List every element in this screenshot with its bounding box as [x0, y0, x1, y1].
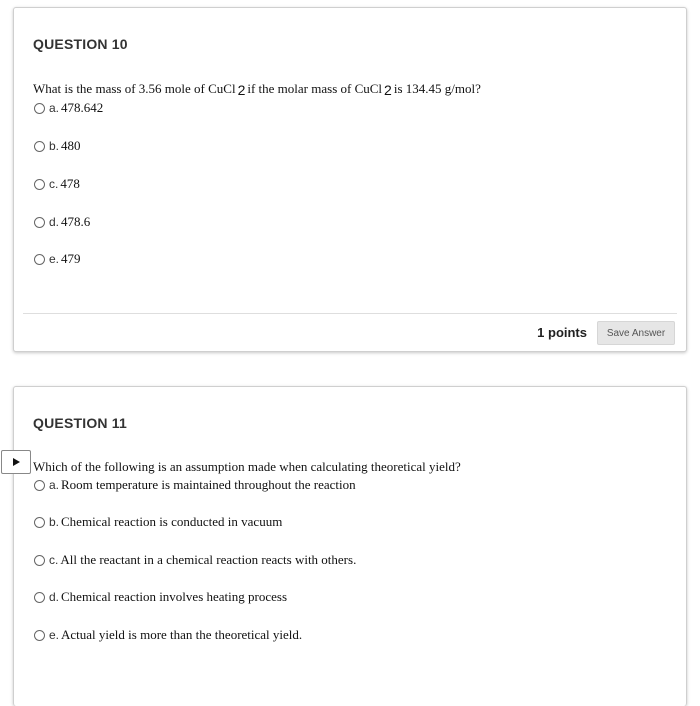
- play-button[interactable]: [1, 450, 31, 474]
- question-10-text: [33, 80, 481, 97]
- option-letter: b.: [49, 515, 60, 529]
- q10-option-e[interactable]: [34, 251, 81, 267]
- option-text: 478.642: [61, 100, 104, 115]
- option-letter: c.: [49, 177, 59, 191]
- radio-button-icon[interactable]: [34, 103, 45, 114]
- radio-button-icon[interactable]: [34, 141, 45, 152]
- q11-option-e[interactable]: [34, 627, 302, 643]
- option-text: 480: [61, 138, 81, 153]
- question-10-card: [13, 7, 687, 352]
- option-letter: a.: [49, 101, 60, 115]
- option-text: 478: [60, 176, 80, 191]
- option-text: 478.6: [61, 214, 91, 229]
- option-text: All the reactant in a chemical reaction reacts with others.: [60, 552, 357, 567]
- q11-option-b[interactable]: [34, 514, 282, 530]
- option-text: Room temperature is maintained throughout the reaction: [61, 477, 356, 492]
- option-letter: e.: [49, 628, 60, 642]
- question-11-card: [13, 386, 687, 706]
- option-letter: d.: [49, 590, 60, 604]
- q11-option-a[interactable]: [34, 477, 356, 493]
- option-letter: a.: [49, 478, 60, 492]
- option-letter: b.: [49, 139, 60, 153]
- q10-option-b[interactable]: [34, 138, 81, 154]
- question-10-subscript-2: 2: [384, 82, 392, 98]
- question-10-text-part-b: if the molar mass of CuCl: [247, 81, 383, 96]
- radio-button-icon[interactable]: [34, 179, 45, 190]
- option-text: Actual yield is more than the theoretical yield.: [61, 627, 303, 642]
- radio-button-icon[interactable]: [34, 480, 45, 491]
- question-10-subscript-1: 2: [237, 82, 246, 98]
- option-letter: c.: [49, 553, 59, 567]
- option-text: Chemical reaction is conducted in vacuum: [61, 514, 283, 529]
- radio-button-icon[interactable]: [34, 592, 45, 603]
- radio-button-icon[interactable]: [34, 217, 45, 228]
- option-letter: d.: [49, 215, 60, 229]
- question-10-text-part-a: What is the mass of 3.56 mole of CuCl: [33, 81, 236, 96]
- radio-button-icon[interactable]: [34, 555, 45, 566]
- q10-option-c[interactable]: [34, 176, 80, 192]
- points-label: 1 points: [537, 325, 587, 340]
- question-10-title: QUESTION 10: [33, 36, 128, 52]
- card-divider: [23, 313, 677, 314]
- play-icon: [13, 458, 20, 466]
- save-answer-button[interactable]: Save Answer: [597, 321, 675, 345]
- radio-button-icon[interactable]: [34, 630, 45, 641]
- question-10-text-part-c: is 134.45 g/mol?: [393, 81, 481, 96]
- q10-option-a[interactable]: [34, 100, 103, 116]
- q11-option-c[interactable]: [34, 552, 356, 568]
- option-text: Chemical reaction involves heating process: [61, 589, 287, 604]
- q11-option-d[interactable]: [34, 589, 287, 605]
- q10-option-d[interactable]: [34, 214, 90, 230]
- question-11-text: Which of the following is an assumption made when calculating theoretical yield?: [33, 459, 461, 474]
- question-11-title: QUESTION 11: [33, 415, 128, 431]
- option-text: 479: [61, 251, 81, 266]
- radio-button-icon[interactable]: [34, 517, 45, 528]
- radio-button-icon[interactable]: [34, 254, 45, 265]
- option-letter: e.: [49, 252, 60, 266]
